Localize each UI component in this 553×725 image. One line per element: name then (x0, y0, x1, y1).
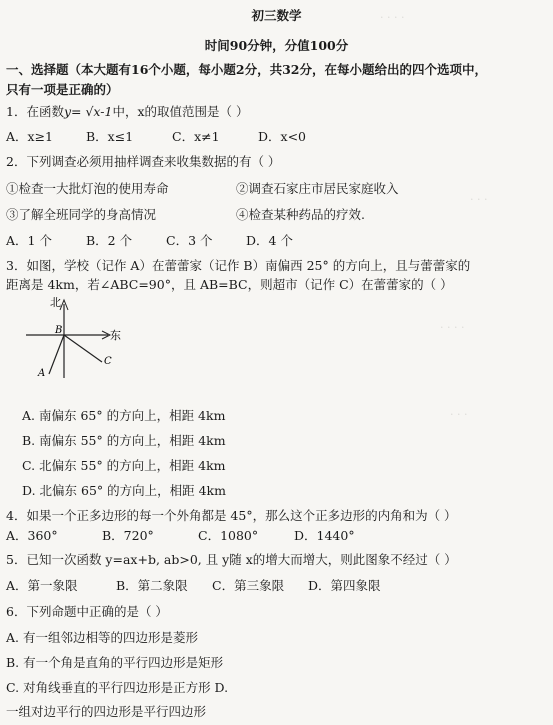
option-c[interactable]: C．x≠1 (172, 129, 220, 144)
question-3-stem-cont: 距离是 4km，若∠ABC=90°，且 AB=BC，则超市（记作 C）在蕾蕾家的（ ） (6, 277, 453, 292)
question-3-option-b[interactable]: B. 南偏东 55° 的方向上，相距 4km (22, 433, 226, 448)
section-heading-cont: 只有一项是正确的） (6, 82, 119, 97)
page-subtitle: 时间90分钟，分值100分 (204, 38, 349, 53)
bleed-through-text: . . . . (440, 318, 465, 331)
question-1-suffix: 中，x的取值范围是（ ） (112, 104, 249, 119)
question-2-item-3: ③了解全班同学的身高情况 (6, 207, 157, 222)
point-b-label: B (55, 325, 63, 336)
option-d[interactable]: D．x<0 (258, 129, 306, 144)
question-6-option-a[interactable]: A. 有一组邻边相等的四边形是菱形 (6, 630, 198, 645)
option-b[interactable]: B．2 个 (86, 233, 133, 248)
question-4-options (6, 528, 355, 544)
question-2-item-1: ①检查一大批灯泡的使用寿命 (6, 181, 169, 196)
option-c[interactable]: C．1080° (198, 528, 259, 543)
bleed-through-text: . . . . (380, 8, 405, 21)
question-5-stem: 5．已知一次函数 y=ax+b, ab>0, 且 y随 x的增大而增大，则此图象不经过（ ） (6, 552, 457, 567)
option-a[interactable]: A．1 个 (6, 233, 52, 248)
question-1-options (6, 129, 306, 145)
question-3-option-c[interactable]: C. 北偏东 55° 的方向上，相距 4km (22, 458, 226, 473)
question-1-stem (6, 104, 248, 120)
option-d[interactable]: D．1440° (294, 528, 355, 543)
direction-diagram (24, 292, 134, 384)
question-2-stem: 2．下列调查必须用抽样调查来收集数据的有（ ） (6, 154, 281, 169)
point-c-label: C (104, 356, 112, 367)
option-b[interactable]: B．第二象限 (116, 578, 188, 593)
question-3-stem: 3．如图，学校（记作 A）在蕾蕾家（记作 B）南偏西 25° 的方向上，且与蕾蕾家的 (6, 258, 471, 273)
north-label: 北 (50, 296, 61, 309)
question-6-stem: 6．下列命题中正确的是（ ） (6, 604, 168, 619)
option-a[interactable]: A．360° (6, 528, 58, 543)
option-a[interactable]: A．第一象限 (6, 578, 78, 593)
point-a-label: A (38, 368, 46, 379)
option-c[interactable]: C．第三象限 (212, 578, 285, 593)
question-2-item-4: ④检查某种药品的疗效. (236, 207, 365, 222)
option-b[interactable]: B．x≤1 (86, 129, 134, 144)
question-1-formula: y= √x-1 (63, 104, 113, 119)
question-3-option-a[interactable]: A. 南偏东 65° 的方向上，相距 4km (22, 408, 226, 423)
option-d[interactable]: D．第四象限 (308, 578, 381, 593)
east-label: 东 (110, 329, 121, 342)
bleed-through-text: . . . (450, 405, 468, 418)
question-6-option-d[interactable]: 一组对边平行的四边形是平行四边形 (6, 704, 207, 719)
question-1-prefix: 1．在函数 (6, 104, 64, 119)
question-3-option-d[interactable]: D. 北偏东 65° 的方向上，相距 4km (22, 483, 226, 498)
question-2-item-2: ②调查石家庄市居民家庭收入 (236, 181, 399, 196)
page-title: 初三数学 (251, 8, 302, 23)
option-d[interactable]: D．4 个 (246, 233, 293, 248)
option-a[interactable]: A．x≥1 (6, 129, 54, 144)
question-6-option-c[interactable]: C. 对角线垂直的平行四边形是正方形 D. (6, 680, 229, 695)
question-5-options (6, 578, 381, 594)
option-c[interactable]: C．3 个 (166, 233, 213, 248)
question-4-stem: 4．如果一个正多边形的每一个外角都是 45°，那么这个正多边形的内角和为（ ） (6, 508, 457, 523)
bleed-through-text: . . . (470, 190, 488, 203)
section-heading: 一、选择题（本大题有16个小题，每小题2分，共32分，在每小题给出的四个选项中， (6, 62, 487, 77)
question-6-option-b[interactable]: B. 有一个角是直角的平行四边形是矩形 (6, 655, 224, 670)
option-b[interactable]: B．720° (102, 528, 154, 543)
question-2-options (6, 233, 293, 249)
